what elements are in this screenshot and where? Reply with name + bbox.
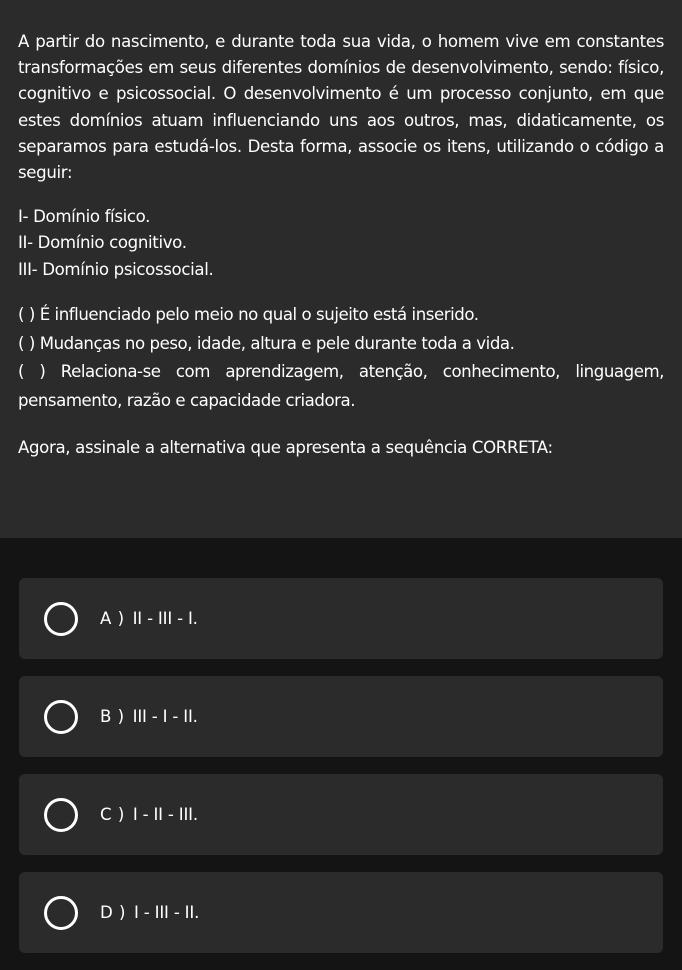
option-text: III - I - II. — [132, 707, 198, 726]
item-cognitive: II- Domínio cognitivo. — [18, 233, 187, 253]
question-intro: A partir do nascimento, e durante toda sua vida, o homem vive em constantes transformações em seus diferentes domínios de desenvolvimento, sendo: físico, cognitivo e psicossocial. O desenvolvimento é um processo conjunto, em que estes domínios atuam influenciando uns aos outros, mas, didaticamente, os separamos para estudá-los. Desta forma, associe os itens, utilizando o código a seguir: — [18, 32, 664, 183]
option-d[interactable] — [19, 872, 663, 953]
question-prompt: Agora, assinale a alternativa que apresenta a sequência CORRETA: — [18, 438, 553, 458]
association-statement-3: ( ) Relaciona-se com aprendizagem, atenção, conhecimento, linguagem, pensamento, razão e capacidade criadora. — [18, 362, 664, 411]
option-text: I - II - III. — [132, 805, 198, 824]
option-letter: B ) — [100, 707, 125, 726]
option-letter: C ) — [100, 805, 125, 824]
radio-circle-icon[interactable] — [44, 896, 78, 930]
radio-circle-icon[interactable] — [44, 602, 78, 636]
option-b[interactable] — [19, 676, 663, 757]
radio-circle-icon[interactable] — [44, 700, 78, 734]
item-list — [18, 204, 664, 283]
association-statement-2: ( ) Mudanças no peso, idade, altura e pele durante toda a vida. — [18, 333, 515, 353]
option-letter: D ) — [100, 903, 127, 922]
option-text: II - III - I. — [132, 609, 198, 628]
option-text: I - III - II. — [134, 903, 200, 922]
item-psychosocial: III- Domínio psicossocial. — [18, 259, 214, 279]
association-statement-1: ( ) É influenciado pelo meio no qual o sujeito está inserido. — [18, 304, 479, 324]
association-list — [18, 301, 664, 416]
radio-circle-icon[interactable] — [44, 798, 78, 832]
option-a[interactable] — [19, 578, 663, 659]
option-letter: A ) — [100, 609, 125, 628]
option-c[interactable] — [19, 774, 663, 855]
item-physical: I- Domínio físico. — [18, 207, 151, 227]
answer-options — [19, 578, 663, 970]
